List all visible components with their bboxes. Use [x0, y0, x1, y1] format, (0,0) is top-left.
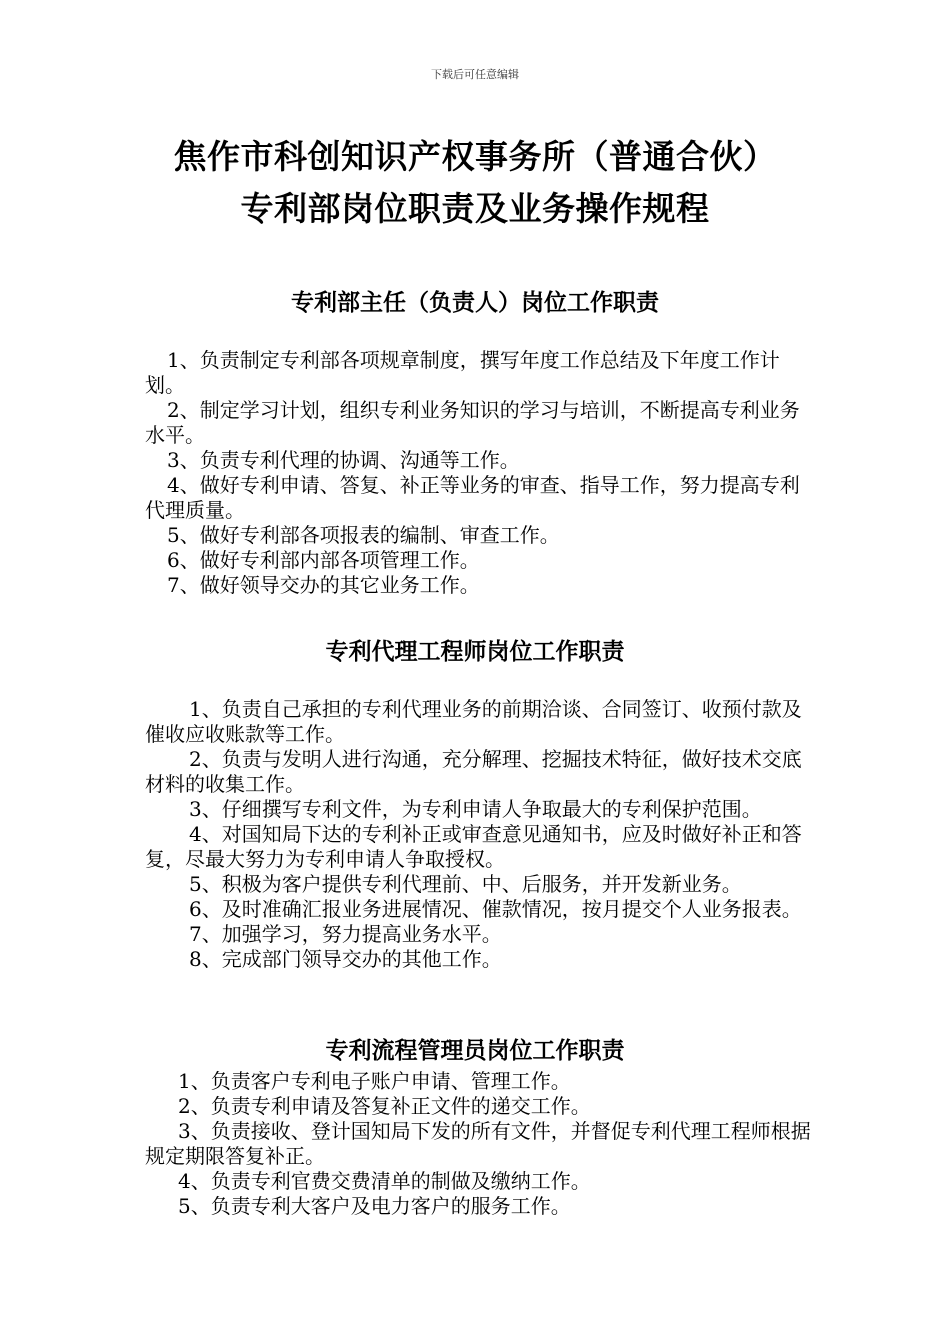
list-item: 1、负责自己承担的专利代理业务的前期洽谈、合同签订、收预付款及催收应收账款等工作。: [145, 697, 802, 746]
section-heading-process-admin: 专利流程管理员岗位工作职责: [325, 1037, 625, 1064]
list-item: 6、及时准确汇报业务进展情况、催款情况，按月提交个人业务报表。: [189, 897, 802, 921]
section-list-director: [145, 348, 815, 598]
list-item: 4、负责专利官费交费清单的制做及缴纳工作。: [178, 1169, 591, 1193]
section-list-process-admin: [145, 1069, 815, 1219]
list-item: 4、对国知局下达的专利补正或审查意见通知书，应及时做好补正和答复，尽最大努力为专利申请人争取授权。: [145, 822, 802, 871]
section-heading-director: 专利部主任（负责人）岗位工作职责: [291, 289, 659, 316]
section-list-engineer: [145, 697, 815, 972]
list-item: 5、负责专利大客户及电力客户的服务工作。: [178, 1194, 571, 1218]
list-item: 5、积极为客户提供专利代理前、中、后服务，并开发新业务。: [189, 872, 742, 896]
list-item: 2、负责与发明人进行沟通，充分解理、挖掘技术特征，做好技术交底材料的收集工作。: [145, 747, 802, 796]
list-item: 1、负责制定专利部各项规章制度，撰写年度工作总结及下年度工作计划。: [145, 348, 780, 397]
list-item: 4、做好专利申请、答复、补正等业务的审查、指导工作，努力提高专利代理质量。: [145, 473, 800, 522]
document-title-line-1: 焦作市科创知识产权事务所（普通合伙）: [173, 137, 777, 176]
list-item: 3、负责接收、登计国知局下发的所有文件，并督促专利代理工程师根据规定期限答复补正。: [145, 1119, 811, 1168]
header-note: 下载后可任意编辑: [431, 68, 519, 81]
list-item: 7、加强学习，努力提高业务水平。: [189, 922, 502, 946]
list-item: 3、负责专利代理的协调、沟通等工作。: [167, 448, 520, 472]
list-item: 5、做好专利部各项报表的编制、审查工作。: [167, 523, 560, 547]
list-item: 7、做好领导交办的其它业务工作。: [167, 573, 480, 597]
list-item: 8、完成部门领导交办的其他工作。: [189, 947, 502, 971]
list-item: 3、仔细撰写专利文件，为专利申请人争取最大的专利保护范围。: [189, 797, 762, 821]
section-heading-engineer: 专利代理工程师岗位工作职责: [325, 638, 625, 665]
document-title-line-2: 专利部岗位职责及业务操作规程: [240, 189, 710, 228]
list-item: 6、做好专利部内部各项管理工作。: [167, 548, 480, 572]
list-item: 2、制定学习计划，组织专利业务知识的学习与培训，不断提高专利业务水平。: [145, 398, 800, 447]
list-item: 2、负责专利申请及答复补正文件的递交工作。: [178, 1094, 591, 1118]
list-item: 1、负责客户专利电子账户申请、管理工作。: [178, 1069, 571, 1093]
